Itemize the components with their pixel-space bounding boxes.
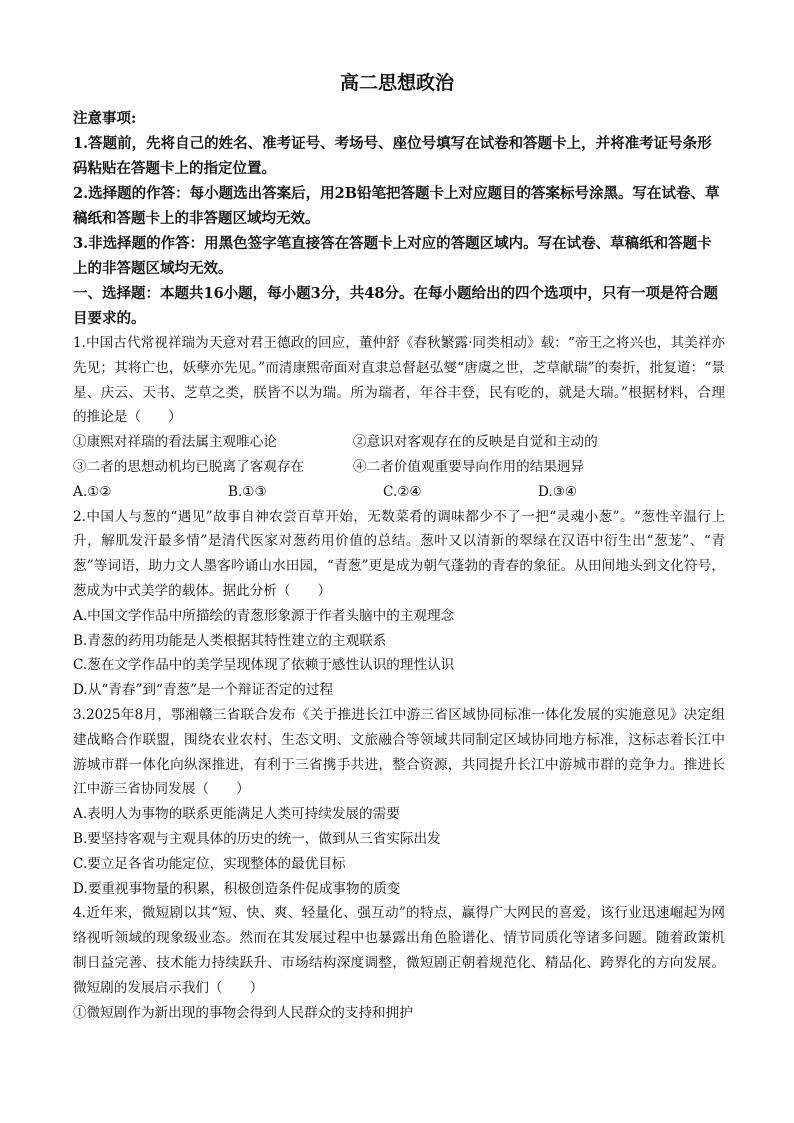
statement-row [73, 455, 725, 480]
option-b: B.要坚持客观与主观具体的历史的统一，做到从三省实际出发 [73, 830, 441, 847]
statement-item: ①康熙对祥瑞的看法属主观唯心论 [73, 434, 277, 451]
option-d: D.③④ [538, 483, 578, 500]
option-a: A.①② [73, 483, 112, 500]
option-c: C.要立足各省功能定位，实现整体的最优目标 [73, 855, 346, 872]
option-b: B.青葱的药用功能是人类根据其特性建立的主观联系 [73, 632, 387, 649]
option-a: A.表明人为事物的联系更能满足人类可持续发展的需要 [73, 806, 400, 823]
statement-row [73, 430, 725, 455]
option-a: A.中国文学作品中所描绘的青葱形象源于作者头脑中的主观理念 [73, 607, 455, 624]
statement-item: ③二者的思想动机均已脱离了客观存在 [73, 458, 305, 475]
option-c: C.②④ [383, 483, 422, 500]
option-b: B.①③ [228, 483, 267, 500]
option-d: D.从“青春”到“青葱”是一个辩证否定的过程 [73, 682, 334, 699]
notice-item: 1.答题前，先将自己的姓名、准考证号、考场号、座位号填写在试卷和答题卡上，并将准考证号条形码粘贴在答题卡上的指定位置。 [73, 135, 712, 177]
options-row [73, 480, 725, 505]
statement-item: ②意识对客观存在的反映是自觉和主动的 [353, 434, 598, 451]
notice-item: 3.非选择题的作答：用黑色签字笔直接答在答题卡上对应的答题区域内。写在试卷、草稿纸和答题卡上的非答题区域均无效。 [73, 235, 712, 277]
statement-item: ④二者价值观重要导向作用的结果迥异 [353, 458, 585, 475]
notice-item: 2.选择题的作答：每小题选出答案后，用2B铅笔把答题卡上对应题目的答案标号涂黑。写在试卷、草稿纸和答题卡上的非答题区域均无效。 [73, 185, 720, 227]
notice-heading: 注意事项: [73, 110, 137, 127]
statement-item: ①微短剧作为新出现的事物会得到人民群众的支持和拥护 [73, 1004, 413, 1021]
page-title: 高二思想政治 [339, 72, 454, 94]
question-stem: 2.中国人与葱的“遇见”故事自神农尝百草开始，无数菜肴的调味都少不了一把“灵魂小葱”。“葱性辛温行上升，解肌发汗最多情”是清代医家对葱药用价值的总结。葱叶又以清新的翠绿在汉语中衍生出“葱茏”、“青葱”等词语，助力文人墨客吟诵山水田园，“青葱”更是成为朝气蓬勃的青春的象征。从田间地头到文化符号，葱成为中式美学的载体。据此分析（ ） [73, 508, 725, 599]
question-stem: 4.近年来，微短剧以其“短、快、爽、轻量化、强互动”的特点，赢得广大网民的喜爱，该行业迅速崛起为网络视听领域的现象级业态。然而在其发展过程中也暴露出角色脸谱化、情节同质化等诸多问题。随着政策机制日益完善、技术能力持续跃升、市场结构深度调整，微短剧正朝着规范化、精品化、跨界化的方向发展。微短剧的发展启示我们（ ） [73, 905, 725, 996]
question-stem: 3.2025年8月，鄂湘赣三省联合发布《关于推进长江中游三省区域协同标准一体化发展的实施意见》决定组建战略合作联盟，围绕农业农村、生态文明、文旅融合等领域共同制定区域协同地方标准，这标志着长江中游城市群一体化向纵深推进，有利于三省携手共进，整合资源，共同提升长江中游城市群的竞争力。推进长江中游三省协同发展（ ） [73, 706, 725, 798]
question-stem: 1.中国古代常视祥瑞为天意对君王德政的回应，董仲舒《春秋繁露·同类相动》载：“帝王之将兴也，其美祥亦先见；其将亡也，妖孽亦先见。”而清康熙帝面对直隶总督赵弘燮“唐虞之世，芝草献瑞”的奏折，批复道：“景星、庆云、天书、芝草之类，朕皆不以为瑞。所为瑞者，年谷丰登，民有吃的，就是大瑞。”根据材料，合理的推论是（ ） [73, 335, 725, 426]
option-d: D.要重视事物量的积累，积极创造条件促成事物的质变 [73, 880, 401, 897]
exam-content [73, 106, 725, 1025]
option-c: C.葱在文学作品中的美学呈现体现了依赖于感性认识的理性认识 [73, 657, 455, 674]
section-heading: 一、选择题：本题共16小题，每小题3分，共48分。在每小题给出的四个选项中，只有一项是符合题目要求的。 [73, 285, 718, 327]
